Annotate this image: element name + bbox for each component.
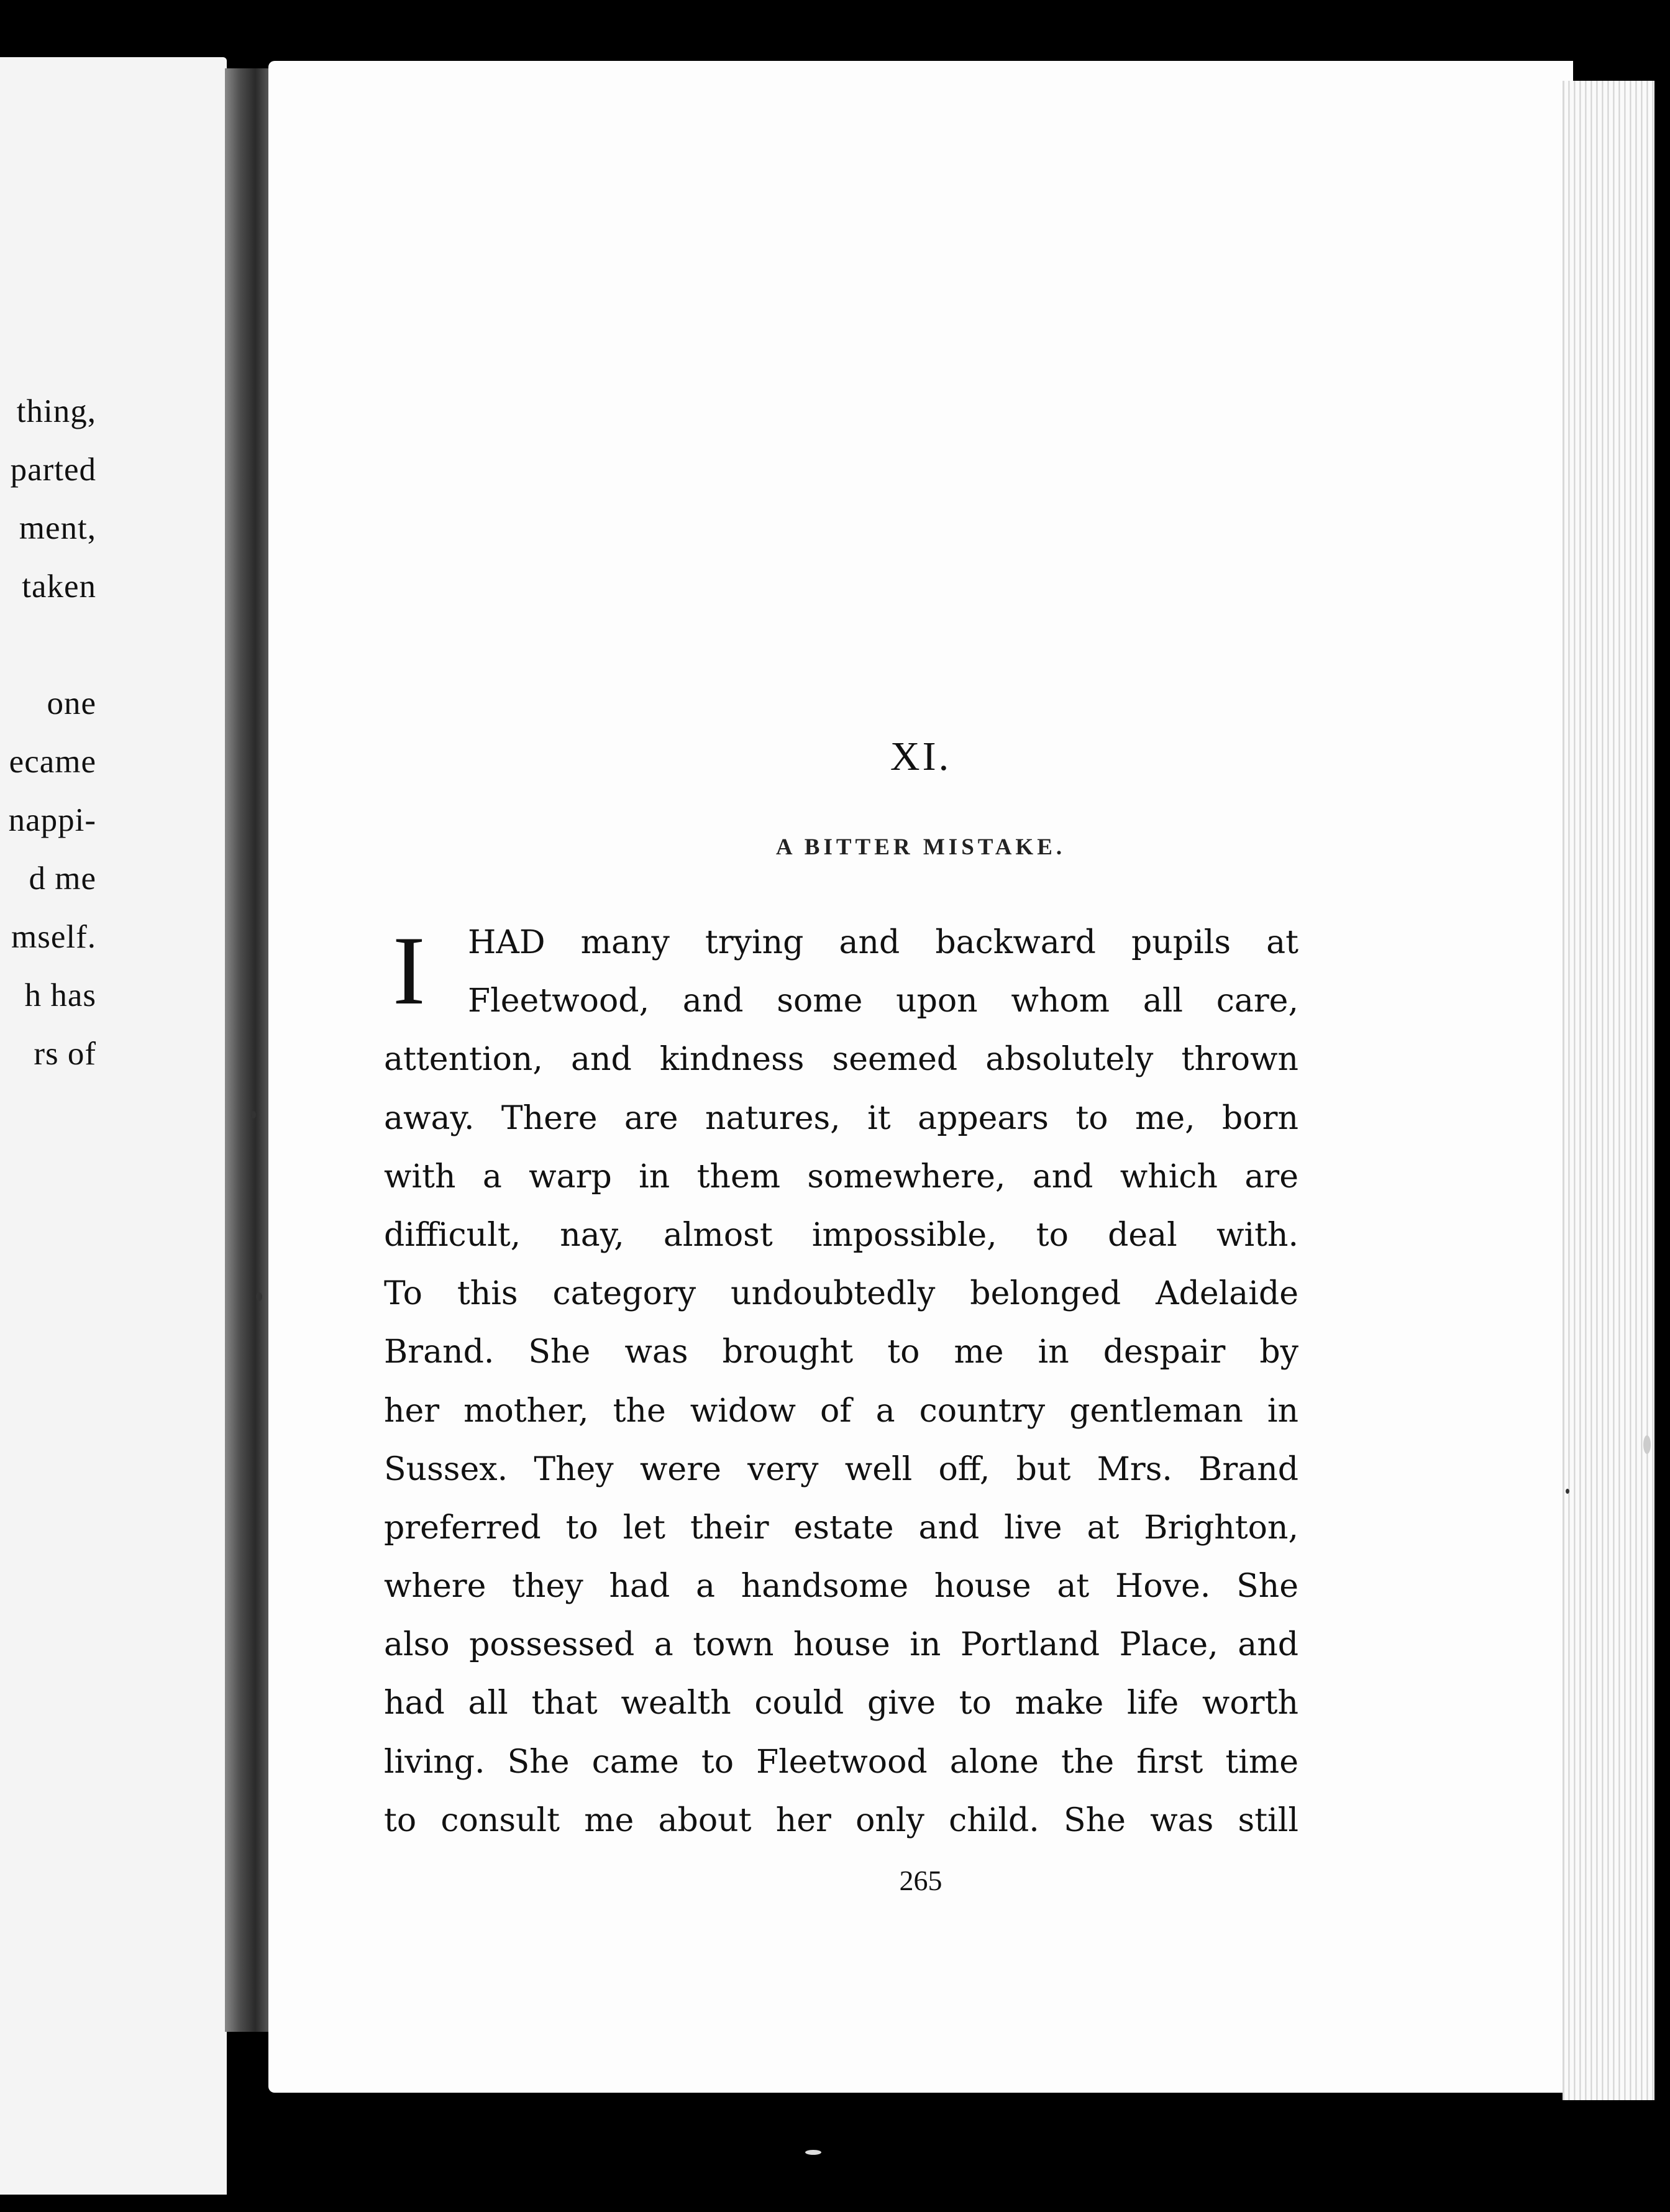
scan-speck <box>1566 1489 1569 1494</box>
left-page-line: nappi- <box>8 802 96 838</box>
left-page-line: ment, <box>19 510 96 546</box>
left-page-line: d me <box>29 861 96 897</box>
text-line: her mother, the widow of a country gentleman in <box>384 1392 1298 1430</box>
text-line: HAD many trying and backward pupils at <box>468 924 1298 961</box>
scan-speck <box>256 1292 262 1301</box>
text-line: had all that wealth could give to make life worth <box>384 1684 1298 1722</box>
text-line: with a warp in them somewhere, and which are <box>384 1158 1298 1195</box>
scan-speck <box>805 2150 821 2155</box>
book-gutter <box>225 68 268 2032</box>
left-page-line: parted <box>10 452 96 488</box>
chapter-title: A BITTER MISTAKE. <box>775 834 1066 860</box>
left-page-line: h has <box>24 977 96 1013</box>
chapter-number: XI. <box>890 734 952 779</box>
drop-cap: I <box>393 916 426 1025</box>
text-line: Brand. She was brought to me in despair by <box>384 1333 1298 1371</box>
left-page-line: thing, <box>16 393 96 429</box>
scan-speck <box>251 1111 256 1118</box>
left-page-line: taken <box>22 569 96 605</box>
left-page-line: rs of <box>34 1036 96 1072</box>
left-page <box>0 57 227 2195</box>
text-line: preferred to let their estate and live at Brighton, <box>384 1509 1298 1547</box>
text-line: living. She came to Fleetwood alone the first time <box>384 1743 1298 1781</box>
text-line: To this category undoubtedly belonged Adelaide <box>384 1275 1298 1313</box>
text-line: attention, and kindness seemed absolutely thrown <box>384 1041 1298 1079</box>
text-line: difficult, nay, almost impossible, to deal with. <box>384 1216 1298 1254</box>
text-line: Sussex. They were very well off, but Mrs. Brand <box>384 1450 1298 1488</box>
left-page-line: one <box>47 685 96 721</box>
text-line: to consult me about her only child. She was still <box>384 1801 1298 1839</box>
text-line: also possessed a town house in Portland Place, and <box>384 1626 1298 1664</box>
left-page-line: ecame <box>9 744 96 780</box>
text-line: Fleetwood, and some upon whom all care, <box>468 982 1298 1020</box>
scan-speck <box>1643 1435 1651 1454</box>
text-line: away. There are natures, it appears to me, born <box>384 1099 1298 1137</box>
left-page-line: mself. <box>11 919 96 955</box>
text-line: where they had a handsome house at Hove. She <box>384 1568 1298 1606</box>
body-text <box>384 913 1298 1850</box>
page-number: 265 <box>899 1865 942 1896</box>
page-fore-edge <box>1563 81 1654 2100</box>
